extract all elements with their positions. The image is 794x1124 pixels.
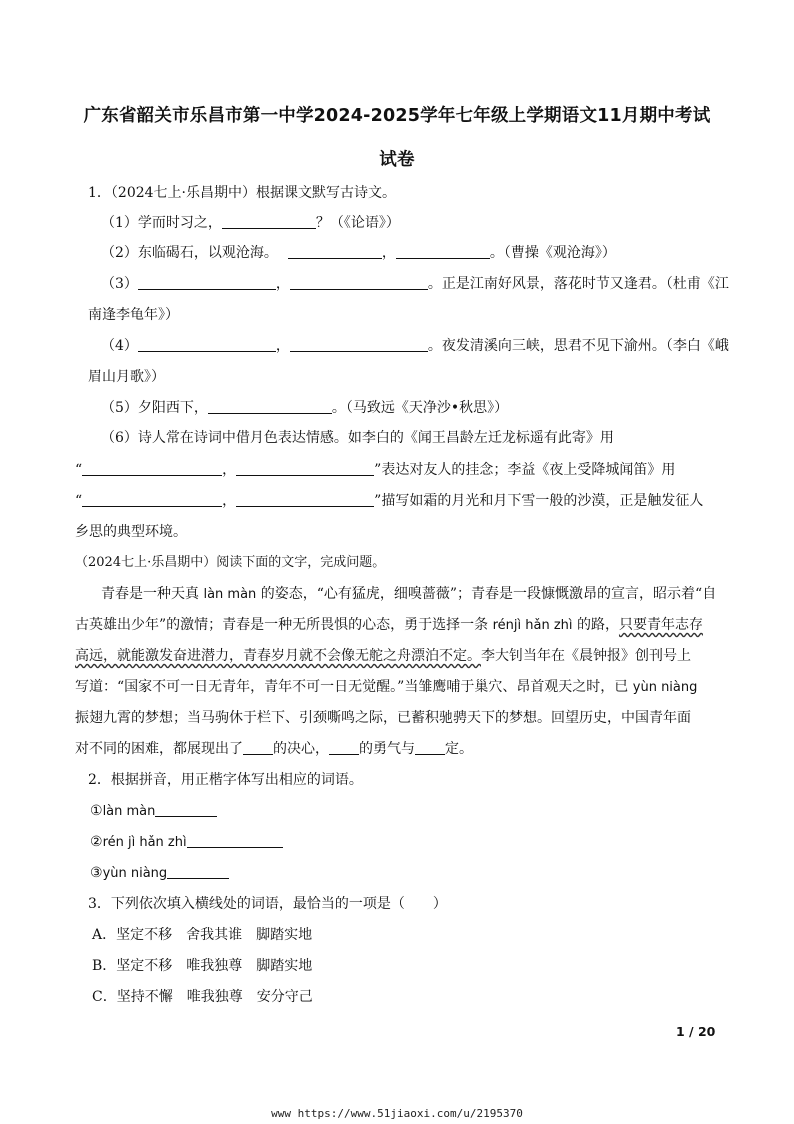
answer-blank[interactable] — [187, 833, 283, 848]
q1-item-5-source: 。（马致远《天净沙•秋思》） — [331, 400, 509, 416]
q1-item-3-text: 。正是江南好风景，落花时节又逢君。（杜甫《江 — [427, 276, 729, 292]
passage-text: 的决心， — [273, 741, 329, 757]
answer-blank[interactable] — [138, 337, 276, 352]
q2-stem: 2．根据拼音，用正楷字体写出相应的词语。 — [88, 772, 363, 788]
passage-line6 — [75, 739, 473, 759]
answer-blank[interactable] — [236, 492, 374, 507]
q1-item-2-text: （2）东临碣石，以观沧海。 — [101, 245, 278, 261]
pinyin: yùn niàng — [102, 866, 168, 881]
passage-text: 李大钊当年在《晨钟报》创刊号上 — [481, 648, 691, 664]
q3-option-c[interactable]: C．坚持不懈 唯我独尊 安分守己 — [92, 989, 313, 1005]
q1-item-5 — [101, 398, 508, 418]
answer-blank[interactable] — [155, 802, 217, 817]
item-number: ③ — [90, 865, 103, 881]
answer-blank[interactable] — [236, 461, 374, 476]
q3-option-b[interactable]: B．坚定不移 唯我独尊 脚踏实地 — [92, 958, 313, 974]
q1-item-4-text: 。夜发清溪向三峡，思君不见下渝州。（李白《峨 — [427, 338, 729, 354]
answer-blank[interactable] — [329, 740, 359, 755]
passage-text: 的勇气与 — [359, 741, 415, 757]
answer-blank[interactable] — [415, 740, 445, 755]
q1-item-3 — [101, 274, 729, 294]
document-title-line1: 广东省韶关市乐昌市第一中学2024-2025学年七年级上学期语文11月期中考试 — [83, 106, 711, 126]
q1-item-1-text: （1）学而时习之， — [101, 215, 222, 231]
passage-intro: （2024七上·乐昌期中）阅读下面的文字，完成问题。 — [75, 555, 386, 570]
footer-url: www https://www.51jiaoxi.com/u/2195370 — [271, 1107, 523, 1120]
item-number: ② — [90, 834, 103, 850]
q2-item-1 — [90, 801, 217, 822]
passage-text: 对不同的困难，都展现出了 — [75, 741, 243, 757]
q1-item-3-number: （3） — [101, 276, 138, 292]
document-title-line2: 试卷 — [379, 150, 415, 170]
q3-stem: 3．下列依次填入横线处的词语，最恰当的一项是（ ） — [88, 896, 447, 912]
comma: ， — [222, 462, 237, 478]
q1-item-2-source: 。（曹操《观沧海》） — [489, 245, 616, 261]
passage-text: 的路， — [572, 617, 619, 633]
answer-blank[interactable] — [222, 214, 316, 229]
pinyin: làn màn — [203, 587, 257, 602]
pinyin: rén jì hǎn zhì — [102, 835, 187, 850]
q2-item-2 — [90, 832, 283, 853]
comma: ， — [222, 493, 237, 509]
answer-blank[interactable] — [208, 399, 332, 414]
q1-item-6-line3 — [75, 491, 703, 511]
pinyin: làn màn — [102, 804, 156, 819]
passage-text: 的姿态，“心有猛虎，细嗅蔷薇”；青春是一段慷慨激昂的宣言，昭示着“自 — [256, 586, 717, 602]
q1-item-1 — [101, 213, 400, 233]
q2-item-3 — [90, 863, 229, 884]
answer-blank[interactable] — [82, 492, 222, 507]
answer-blank[interactable] — [167, 864, 229, 879]
passage-line2 — [75, 615, 703, 636]
q1-item-6-text: ”表达对友人的挂念；李益《夜上受降城闻笛》用 — [374, 462, 676, 478]
answer-blank[interactable] — [243, 740, 273, 755]
q1-item-6: （6）诗人常在诗词中借月色表达情感。如李白的《闻王昌龄左迁龙标遥有此寄》用 — [101, 430, 614, 446]
passage-line4 — [75, 677, 697, 698]
q1-item-6-text2: ”描写如霜的月光和月下雪一般的沙漠，正是触发征人 — [374, 493, 704, 509]
q1-item-1-source: ？（《论语》） — [315, 215, 400, 231]
answer-blank[interactable] — [82, 461, 222, 476]
passage-text: 古英雄出少年”的激情；青春是一种无所畏惧的心态，勇于选择一条 — [75, 617, 493, 633]
wavy-underlined-text: 高远，就能激发奋进潜力，青春岁月就不会像无舵之舟漂泊不定。 — [75, 648, 481, 664]
quote-open: “ — [75, 493, 83, 509]
answer-blank[interactable] — [290, 337, 428, 352]
page-number: 1 / 20 — [676, 1024, 716, 1039]
passage-line3 — [75, 646, 691, 666]
passage-text: 定。 — [445, 741, 473, 757]
answer-blank[interactable] — [290, 275, 428, 290]
passage-text: 写道：“国家不可一日无青年，青年不可一日无觉醒。”当雏鹰哺于巢穴、昂首观天之时，已 — [75, 679, 633, 695]
pinyin: yùn niàng — [632, 680, 698, 695]
passage-line1 — [101, 584, 716, 605]
quote-open: “ — [75, 462, 83, 478]
comma: ， — [275, 338, 290, 354]
q1-item-3-cont: 南逢李龟年》） — [88, 307, 179, 323]
passage-text: 青春是一种天真 — [101, 586, 204, 602]
answer-blank[interactable] — [288, 244, 382, 259]
q1-item-6-line4: 乡思的典型环境。 — [75, 524, 187, 540]
pinyin: rénjì hǎn zhì — [492, 618, 573, 633]
comma: ， — [275, 276, 290, 292]
answer-blank[interactable] — [138, 275, 276, 290]
q3-option-a[interactable]: A．坚定不移 舍我其谁 脚踏实地 — [92, 927, 313, 943]
q1-item-5-text: （5）夕阳西下， — [101, 400, 208, 416]
q1-item-4-cont: 眉山月歌》） — [88, 369, 165, 385]
passage-line5: 振翅九霄的梦想；当马驹休于栏下、引颈嘶鸣之际，已蓄积驰骋天下的梦想。回望历史，中国青年面 — [75, 710, 691, 726]
wavy-underlined-text: 只要青年志存 — [618, 617, 703, 633]
item-number: ① — [90, 803, 103, 819]
q1-item-4-number: （4） — [101, 338, 138, 354]
q1-item-4 — [101, 336, 729, 356]
q1-stem: 1．（2024七上·乐昌期中）根据课文默写古诗文。 — [88, 185, 396, 201]
q1-item-6-line2 — [75, 460, 675, 480]
answer-blank[interactable] — [396, 244, 490, 259]
q1-item-2 — [101, 243, 616, 263]
comma: ， — [381, 245, 396, 261]
